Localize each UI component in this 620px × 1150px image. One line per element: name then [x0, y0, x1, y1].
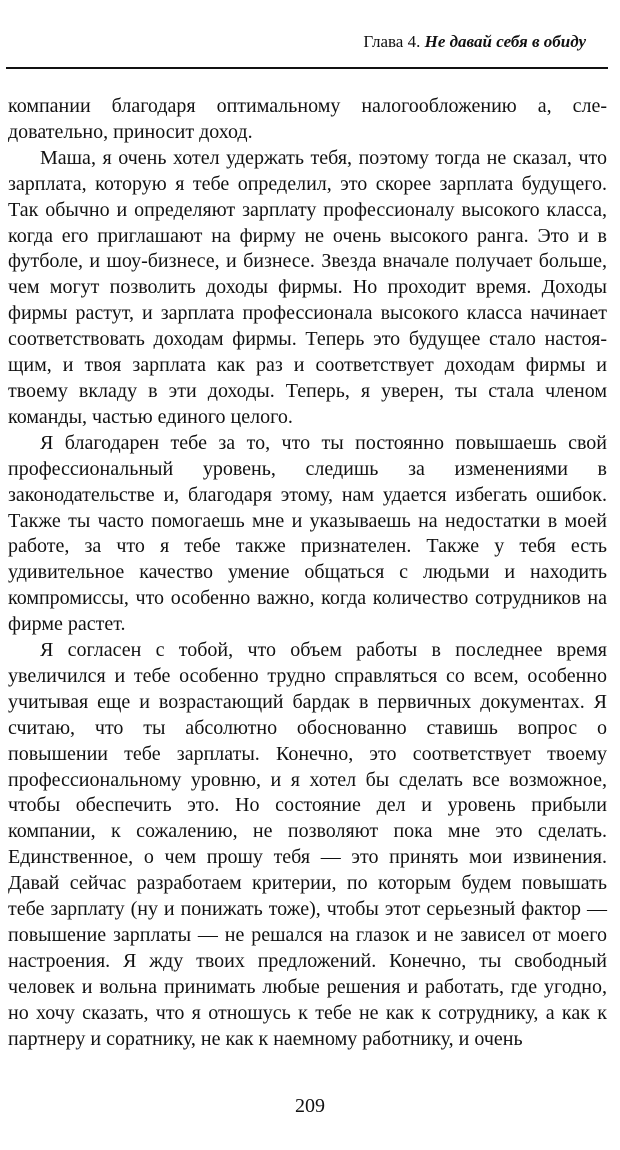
paragraph: Маша, я очень хотел удержать тебя, поэтому тогда не сказал, что зарплата, которую я тебе определил, это скорее зарплата будущего. Так обычно и определяют зарплату профессионалу высокого класса, когда его приглашают на фирму не очень высокого ранга. Это и в футболе, и шоу-бизнесе, и бизнесе. Звезда вначале получает больше, чем могут позволить доходы фирмы. Но проходит время. Доходы фирмы растут, и зарплата профессионала высокого класса начинает соответствовать доходам фирмы. Теперь это будущее стало настоящим, и твоя зарплата как раз и соответствует доходам фирмы и твоему вкладу в эти доходы. Теперь, я уверен, ты стала членом команды, частью единого целого. — [8, 146, 607, 428]
page-number: 209 — [295, 1095, 325, 1117]
paragraph: Я благодарен тебе за то, что ты постоянно повышаешь свой профессиональный уровень, следишь за изменениями в законодательстве и, благодаря этому, нам удается избегать ошибок. Также ты часто помогаешь мне и указываешь на недостатки в моей работе, за что я тебе также признателен. Также у тебя есть удивительное качество умение общаться с людьми и находить компромиссы, что особенно важно, когда количество сотрудников на фирме растет. — [8, 431, 607, 636]
header-rule — [6, 67, 608, 69]
running-head-chapter: Глава 4. — [363, 32, 421, 51]
running-head-title: Не давай себя в обиду — [424, 32, 586, 51]
body-text — [8, 94, 607, 1053]
paragraph: Я согласен с тобой, что объем работы в последнее время увеличился и тебе особенно трудно справляться со всем, особенно учитывая еще и возрастающий бардак в первичных документах. Я считаю, что ты абсолютно обоснованно ставишь вопрос о повышении тебе зарплаты. Конечно, это соответствует твоему профессиональному уровню, и я хотел бы сделать все возможное, чтобы обеспечить это. Но состояние дел и уровень прибыли компании, к сожалению, не позволяют пока мне это сделать. Единственное, о чем прошу тебя — это принять мои извинения. Давай сейчас разработаем критерии, по которым будем повышать тебе зарплату (ну и понижать тоже), чтобы этот серьезный фактор — повышение зарплаты — не решался на глазок и не зависел от моего настроения. Я жду твоих предложений. Конечно, ты свободный человек и вольна принимать любые решения и работать, где угодно, но хочу сказать, что я отношусь к тебе не как к сотруднику, а как к партнеру и соратнику, не как к наемному работнику, и очень — [8, 639, 607, 1050]
running-head — [363, 32, 586, 52]
paragraph: компании благодаря оптимальному налогообложению а, следовательно, приносит доход. — [8, 95, 607, 143]
